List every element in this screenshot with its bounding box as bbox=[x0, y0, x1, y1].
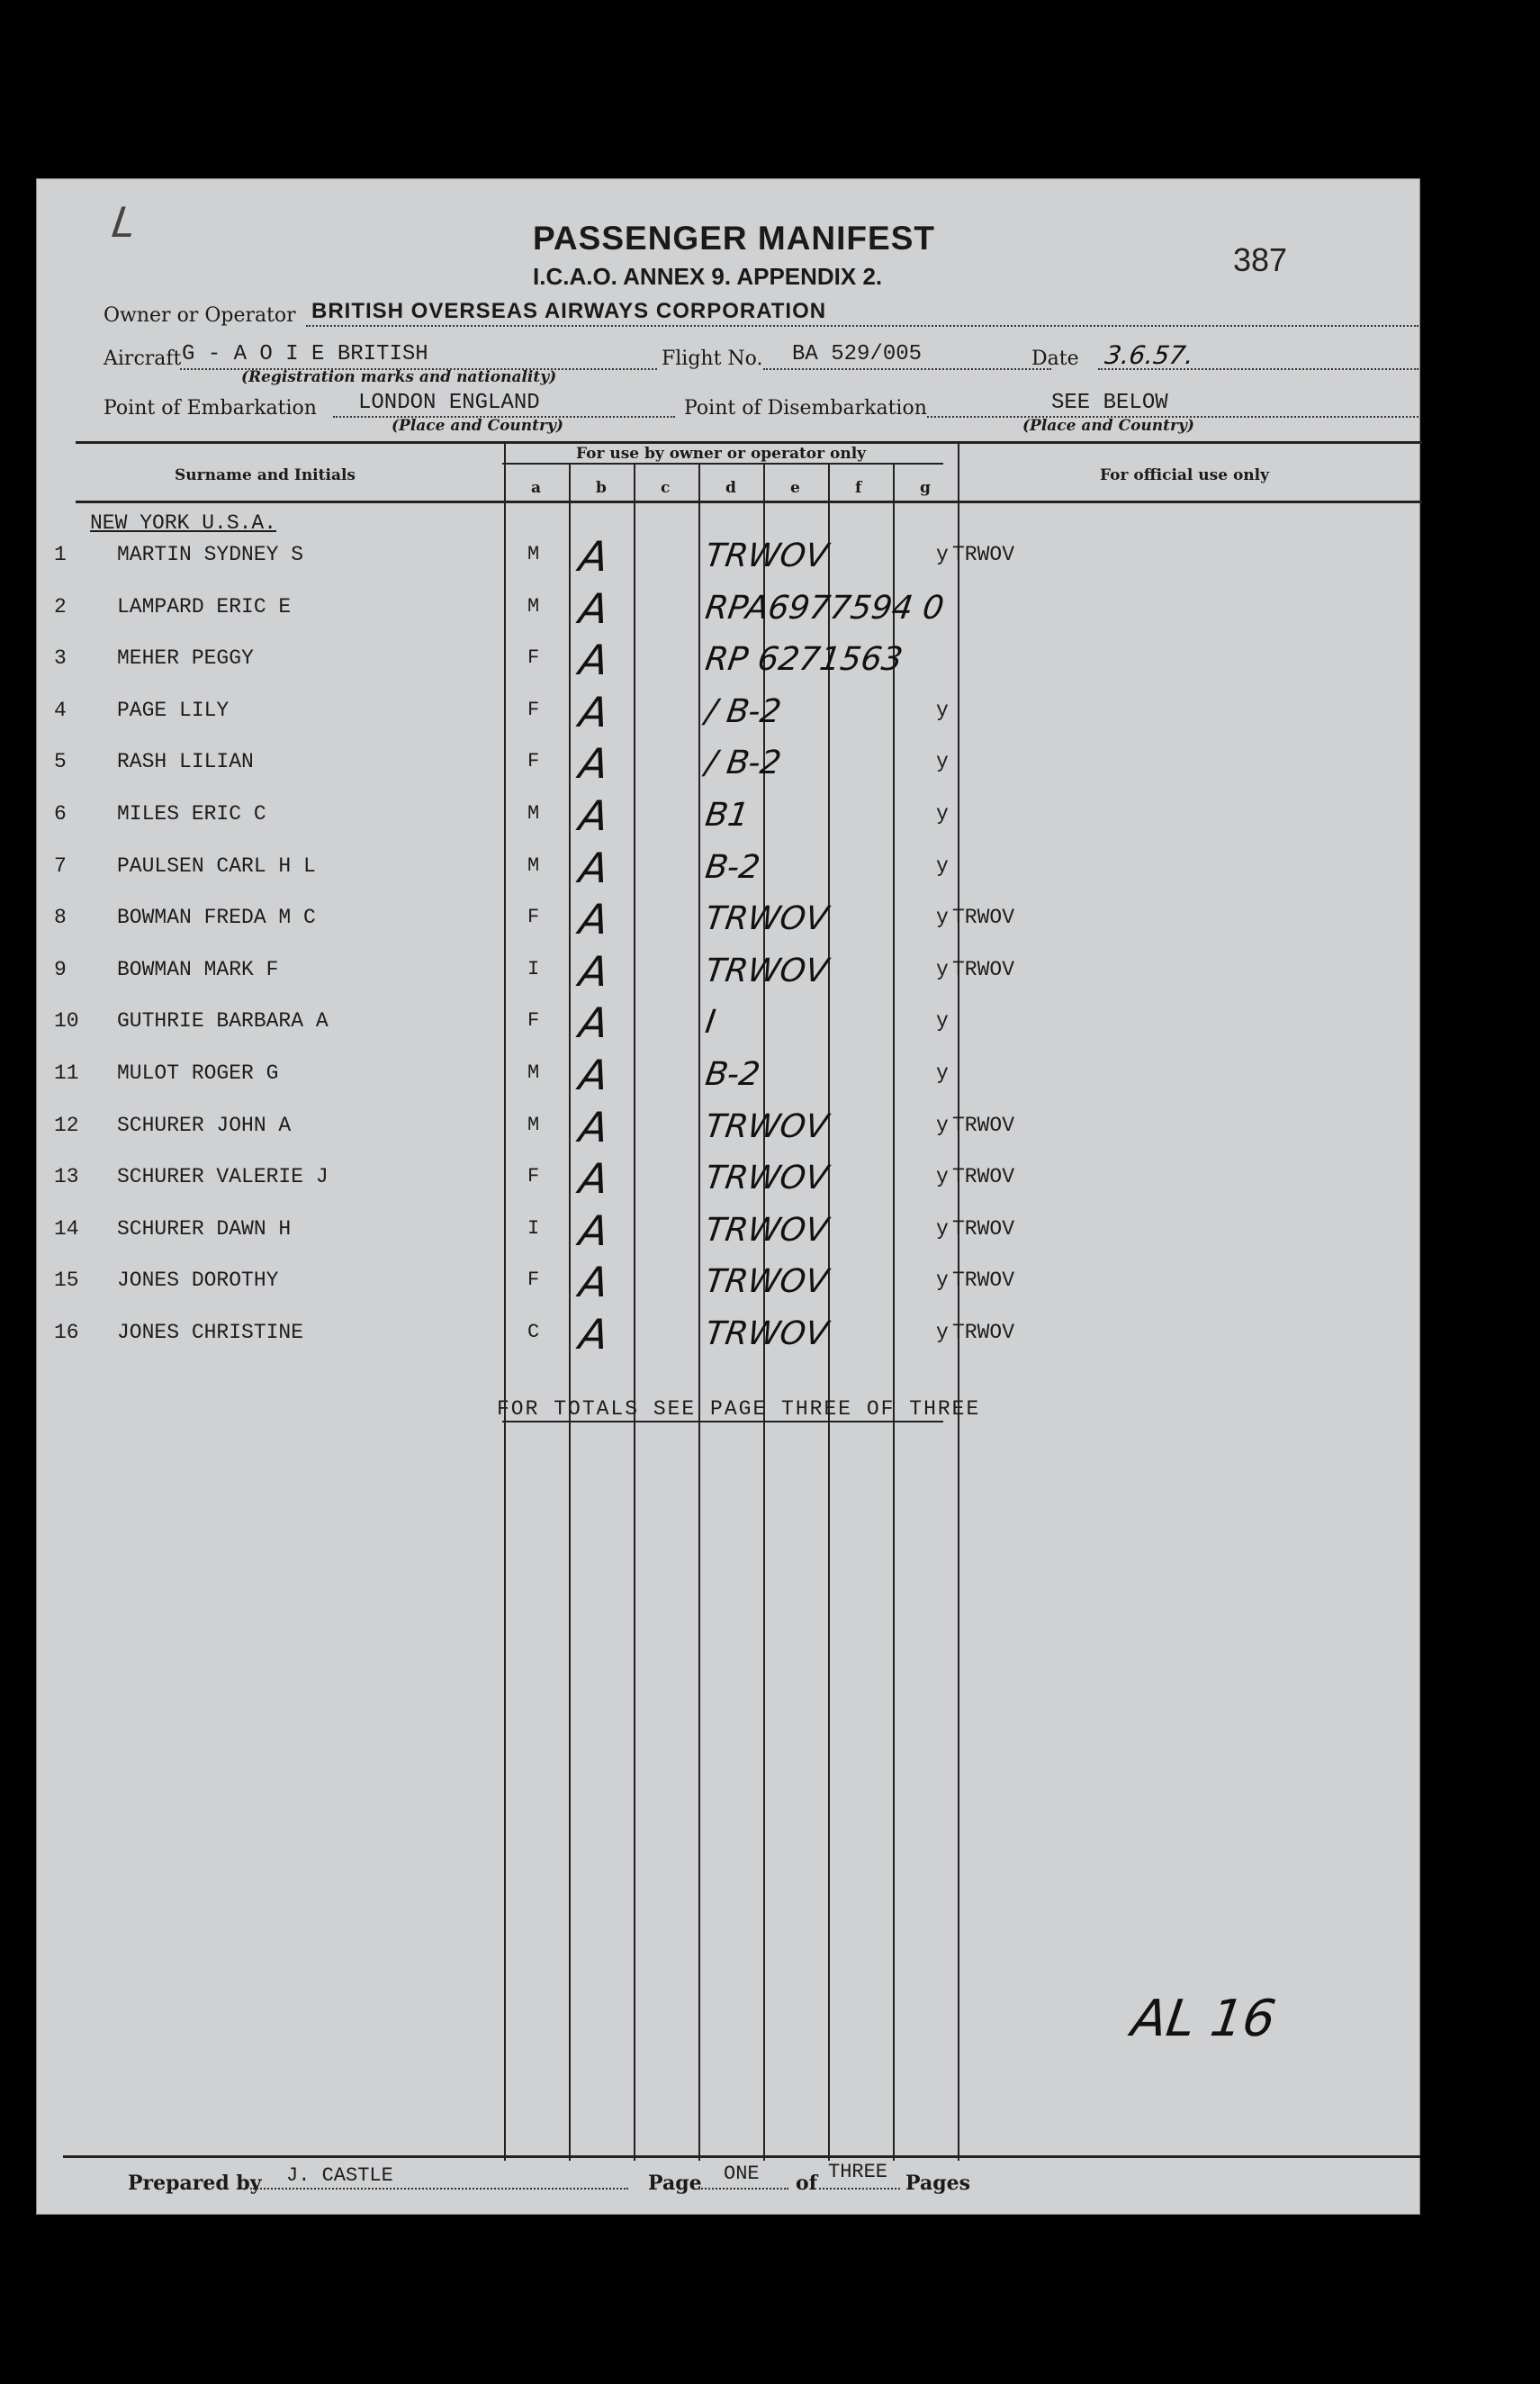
passenger-name: MEHER PEGGY bbox=[117, 646, 254, 670]
cell-b: A bbox=[576, 1206, 612, 1255]
table-row bbox=[36, 584, 1420, 640]
owner-value: BRITISH OVERSEAS AIRWAYS CORPORATION bbox=[311, 299, 827, 323]
row-number: 8 bbox=[54, 906, 67, 929]
cell-handwritten: / B-2 bbox=[703, 693, 784, 730]
cell-g: y bbox=[936, 1009, 949, 1033]
totals-note: FOR TOTALS SEE PAGE THREE OF THREE bbox=[497, 1397, 981, 1421]
cell-g: y bbox=[936, 1165, 949, 1188]
passenger-name: MARTIN SYDNEY S bbox=[117, 543, 304, 566]
cell-a: F bbox=[527, 1165, 540, 1187]
cell-handwritten: TRWOV bbox=[703, 953, 831, 989]
cell-a: M bbox=[527, 802, 540, 825]
table-row bbox=[36, 1258, 1420, 1314]
flight-value: BA 529/005 bbox=[792, 342, 923, 366]
cell-a: F bbox=[527, 1009, 540, 1032]
table-row bbox=[36, 532, 1420, 588]
table-row bbox=[36, 844, 1420, 899]
column-letter-b: b bbox=[596, 479, 607, 497]
cell-official: TRWOV bbox=[952, 1321, 1015, 1344]
cell-a: C bbox=[527, 1321, 540, 1343]
cell-g: y bbox=[936, 1217, 949, 1241]
row-number: 10 bbox=[54, 1009, 79, 1033]
row-number: 15 bbox=[54, 1269, 79, 1292]
row-number: 16 bbox=[54, 1321, 79, 1344]
passenger-name: PAULSEN CARL H L bbox=[117, 854, 316, 878]
cell-g: y bbox=[936, 906, 949, 929]
cell-b: A bbox=[576, 947, 612, 996]
cell-a: F bbox=[527, 750, 540, 772]
cell-g: y bbox=[936, 1114, 949, 1137]
cell-g: y bbox=[936, 958, 949, 981]
row-number: 1 bbox=[54, 543, 67, 566]
disembark-value: SEE BELOW bbox=[1051, 391, 1168, 415]
row-number: 12 bbox=[54, 1114, 79, 1137]
column-letter-e: e bbox=[790, 479, 800, 497]
cell-handwritten: I bbox=[703, 1004, 718, 1041]
passenger-name: SCHURER VALERIE J bbox=[117, 1165, 329, 1188]
cell-official: TRWOV bbox=[952, 543, 1015, 566]
cell-handwritten: B-2 bbox=[703, 849, 762, 886]
row-number: 4 bbox=[54, 699, 67, 722]
table-row bbox=[36, 739, 1420, 795]
row-number: 7 bbox=[54, 854, 67, 878]
cell-handwritten: TRWOV bbox=[703, 900, 831, 937]
name-column-header: Surname and Initials bbox=[175, 466, 356, 484]
column-letter-d: d bbox=[725, 479, 736, 497]
row-number: 13 bbox=[54, 1165, 79, 1188]
table-row bbox=[36, 1154, 1420, 1210]
table-row bbox=[36, 1310, 1420, 1366]
cell-a: I bbox=[527, 958, 540, 980]
column-letter-f: f bbox=[855, 479, 862, 497]
cell-b: A bbox=[576, 688, 612, 736]
cell-b: A bbox=[576, 844, 612, 892]
column-letter-a: a bbox=[531, 479, 542, 497]
cell-b: A bbox=[576, 532, 612, 581]
cell-handwritten: / B-2 bbox=[703, 745, 784, 781]
document-subtitle: I.C.A.O. ANNEX 9. APPENDIX 2. bbox=[533, 263, 883, 290]
cell-b: A bbox=[576, 584, 612, 633]
cell-g: y bbox=[936, 854, 949, 878]
cell-a: M bbox=[527, 854, 540, 877]
cell-handwritten: B-2 bbox=[703, 1056, 762, 1093]
cell-handwritten: TRWOV bbox=[703, 1108, 831, 1145]
cell-b: A bbox=[576, 636, 612, 684]
handwritten-annotation: AL 16 bbox=[1128, 1990, 1280, 2048]
cell-official: TRWOV bbox=[952, 906, 1015, 929]
cell-b: A bbox=[576, 739, 612, 788]
passenger-name: RASH LILIAN bbox=[117, 750, 254, 773]
passenger-name: BOWMAN MARK F bbox=[117, 958, 279, 981]
table-row bbox=[36, 1051, 1420, 1106]
aircraft-label: Aircraft bbox=[104, 348, 182, 370]
row-number: 3 bbox=[54, 646, 67, 670]
passenger-name: GUTHRIE BARBARA A bbox=[117, 1009, 329, 1033]
cell-g: y bbox=[936, 750, 949, 773]
cell-b: A bbox=[576, 1051, 612, 1099]
passenger-name: SCHURER JOHN A bbox=[117, 1114, 292, 1137]
page-label: Page bbox=[648, 2172, 702, 2195]
table-row bbox=[36, 791, 1420, 847]
cell-b: A bbox=[576, 998, 612, 1047]
cell-official: TRWOV bbox=[952, 1217, 1015, 1241]
row-number: 6 bbox=[54, 802, 67, 826]
row-number: 14 bbox=[54, 1217, 79, 1241]
disembark-label: Point of Disembarkation bbox=[684, 397, 927, 420]
cell-handwritten: TRWOV bbox=[703, 537, 831, 574]
cell-b: A bbox=[576, 791, 612, 840]
embark-label: Point of Embarkation bbox=[104, 397, 317, 420]
cell-g: y bbox=[936, 1321, 949, 1344]
cell-a: M bbox=[527, 595, 540, 618]
cell-b: A bbox=[576, 895, 612, 944]
official-column-header: For official use only bbox=[1100, 466, 1270, 484]
aircraft-value: G - A O I E BRITISH bbox=[182, 342, 428, 366]
page-stamp-number: 387 bbox=[1233, 241, 1288, 278]
of-label: of bbox=[796, 2172, 818, 2195]
cell-g: y bbox=[936, 1269, 949, 1292]
table-row bbox=[36, 947, 1420, 1003]
cell-handwritten: TRWOV bbox=[703, 1315, 831, 1352]
passenger-name: BOWMAN FREDA M C bbox=[117, 906, 316, 929]
corner-mark: L bbox=[109, 198, 140, 247]
cell-a: M bbox=[527, 1114, 540, 1136]
cell-g: y bbox=[936, 543, 949, 566]
cell-g: y bbox=[936, 699, 949, 722]
pages-label: Pages bbox=[905, 2172, 970, 2195]
table-row bbox=[36, 895, 1420, 951]
passenger-name: MULOT ROGER G bbox=[117, 1061, 279, 1085]
row-number: 5 bbox=[54, 750, 67, 773]
cell-handwritten: TRWOV bbox=[703, 1212, 831, 1249]
cell-g: y bbox=[936, 802, 949, 826]
cell-b: A bbox=[576, 1310, 612, 1359]
flight-label: Flight No. bbox=[662, 348, 763, 370]
disembark-caption: (Place and Country) bbox=[1022, 417, 1194, 435]
passenger-name: PAGE LILY bbox=[117, 699, 230, 722]
cell-handwritten: B1 bbox=[703, 797, 752, 834]
date-label: Date bbox=[1031, 348, 1079, 370]
passenger-name: SCHURER DAWN H bbox=[117, 1217, 292, 1241]
document-title: PASSENGER MANIFEST bbox=[533, 220, 935, 257]
operator-column-header: For use by owner or operator only bbox=[576, 445, 867, 463]
cell-a: I bbox=[527, 1217, 540, 1240]
cell-handwritten: RP 6271563 bbox=[703, 641, 905, 678]
embark-caption: (Place and Country) bbox=[392, 417, 563, 435]
row-number: 11 bbox=[54, 1061, 79, 1085]
cell-handwritten: RPA6977594 0 bbox=[703, 590, 947, 627]
cell-b: A bbox=[576, 1103, 612, 1151]
column-letter-g: g bbox=[920, 479, 931, 497]
cell-g: y bbox=[936, 1061, 949, 1085]
passenger-name: JONES CHRISTINE bbox=[117, 1321, 304, 1344]
cell-official: TRWOV bbox=[952, 1165, 1015, 1188]
column-letter-c: c bbox=[661, 479, 671, 497]
prepared-value: J. CASTLE bbox=[286, 2164, 393, 2187]
cell-official: TRWOV bbox=[952, 1114, 1015, 1137]
manifest-sheet bbox=[36, 178, 1420, 2215]
cell-b: A bbox=[576, 1258, 612, 1306]
of-value: THREE bbox=[828, 2161, 888, 2183]
cell-a: M bbox=[527, 543, 540, 565]
embark-value: LONDON ENGLAND bbox=[358, 391, 540, 415]
aircraft-caption: (Registration marks and nationality) bbox=[241, 368, 557, 386]
date-value: 3.6.57. bbox=[1103, 340, 1196, 370]
cell-a: F bbox=[527, 1269, 540, 1291]
cell-a: F bbox=[527, 906, 540, 928]
cell-official: TRWOV bbox=[952, 1269, 1015, 1292]
passenger-name: MILES ERIC C bbox=[117, 802, 266, 826]
cell-handwritten: TRWOV bbox=[703, 1160, 831, 1197]
cell-official: TRWOV bbox=[952, 958, 1015, 981]
cell-a: F bbox=[527, 646, 540, 669]
row-number: 9 bbox=[54, 958, 67, 981]
passenger-name: JONES DOROTHY bbox=[117, 1269, 279, 1292]
row-number: 2 bbox=[54, 595, 67, 619]
destination-heading: NEW YORK U.S.A. bbox=[90, 511, 277, 535]
cell-handwritten: TRWOV bbox=[703, 1263, 831, 1300]
table-row bbox=[36, 636, 1420, 691]
cell-a: M bbox=[527, 1061, 540, 1084]
page-value: ONE bbox=[724, 2163, 760, 2185]
passenger-name: LAMPARD ERIC E bbox=[117, 595, 292, 619]
table-row bbox=[36, 688, 1420, 744]
cell-a: F bbox=[527, 699, 540, 721]
owner-label: Owner or Operator bbox=[104, 304, 296, 327]
table-row bbox=[36, 1206, 1420, 1262]
prepared-label: Prepared by bbox=[128, 2172, 262, 2195]
table-row bbox=[36, 1103, 1420, 1159]
table-row bbox=[36, 998, 1420, 1054]
cell-b: A bbox=[576, 1154, 612, 1203]
